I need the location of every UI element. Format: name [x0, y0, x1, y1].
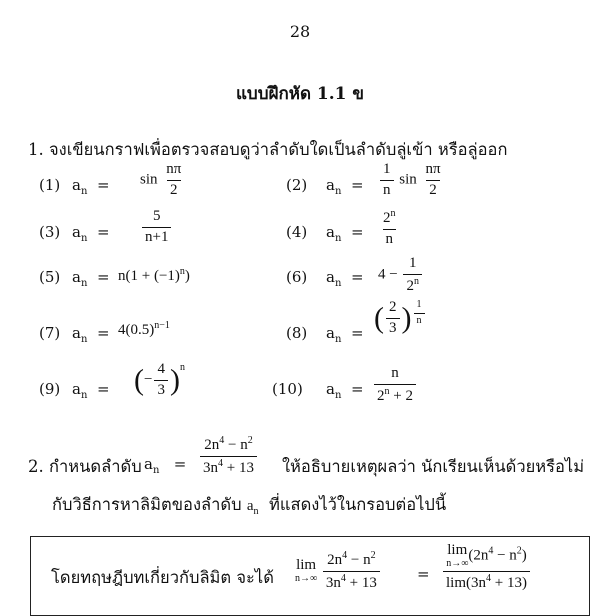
item-4-expression: $\frac{2^n}{n}$	[383, 208, 396, 247]
question-1-number: 1.	[28, 140, 44, 159]
item-5-expression: $n(1 + (-1)^n)$	[118, 266, 190, 284]
item-8-lhs: $a_n$ =	[326, 324, 364, 345]
item-3-expression: $\frac{5}{n+1}$	[140, 209, 173, 246]
item-10-expression: $\frac{n}{2^n + 2}$	[372, 366, 418, 405]
item-2-lhs: $a_n$ =	[326, 176, 364, 197]
question-2-text-b: ให้อธิบายเหตุผลว่า นักเรียนเห็นด้วยหรือไม่	[282, 457, 585, 476]
item-10-label: (10)	[272, 380, 303, 398]
item-10-lhs: $a_n$ =	[326, 380, 364, 401]
item-1-expression: sin $\frac{n\pi}{2}$	[140, 161, 182, 198]
item-6-lhs: $a_n$ =	[326, 268, 364, 289]
page-number: 28	[289, 22, 311, 41]
question-2-sequence-lhs: $a_n$ =	[144, 455, 187, 476]
solution-box-text: โดยทฤษฎีบทเกี่ยวกับลิมิต จะได้	[51, 568, 274, 587]
item-8-expression: ( $\frac{2}{3}$ ) $\frac{1}{n}$	[374, 300, 427, 337]
item-4-lhs: $a_n$ =	[326, 223, 364, 244]
item-5-label: (5)	[39, 268, 61, 286]
item-7-expression: $4(0.5)^{n-1}$	[118, 320, 170, 338]
exercise-title: แบบฝึกหัด 1.1 ข	[235, 84, 365, 104]
item-7-label: (7)	[39, 324, 61, 342]
item-9-lhs: $a_n$ =	[72, 380, 110, 401]
question-2-line-2: กับวิธีการหาลิมิตของลำดับ $a_n$ ที่แสดงไว้ในกรอบต่อไปนี้	[52, 495, 447, 517]
item-3-lhs: $a_n$ =	[72, 223, 110, 244]
question-1	[28, 137, 507, 163]
item-9-expression: (− $\frac{4}{3}$ )$^n$	[134, 361, 185, 398]
item-7-lhs: $a_n$ =	[72, 324, 110, 345]
question-2-sequence-formula: $\frac{2n^4 - n^2}{3n^4 + 13}$	[198, 436, 259, 477]
solution-box-equals: =	[417, 565, 430, 583]
item-2-expression: $\frac{1}{n}$ sin $\frac{n\pi}{2}$	[378, 162, 446, 199]
item-6-expression: 4 − $\frac{1}{2^n}$	[378, 256, 424, 295]
item-1-label: (1)	[39, 176, 61, 194]
item-4-label: (4)	[286, 223, 308, 241]
item-9-label: (9)	[39, 380, 61, 398]
question-1-text: จงเขียนกราฟเพื่อตรวจสอบดูว่าลำดับใดเป็นลำดับลู่เข้า หรือลู่ออก	[49, 140, 508, 159]
item-2-label: (2)	[286, 176, 308, 194]
question-2-number: 2.	[28, 457, 44, 476]
item-6-label: (6)	[286, 268, 308, 286]
item-1-lhs: $a_n$ =	[72, 176, 110, 197]
item-3-label: (3)	[39, 223, 61, 241]
item-8-label: (8)	[286, 324, 308, 342]
question-2-line-1: 2. กำหนดลำดับ	[28, 457, 142, 476]
solution-box-limit-lhs: lim n→∞ $\frac{2n^4 - n^2}{3n^4 + 13}$	[295, 551, 382, 592]
solution-box	[30, 536, 590, 616]
item-5-lhs: $a_n$ =	[72, 268, 110, 289]
solution-box-limit-rhs: lim n→∞ $(2n^4 - n^2)$ $\lim(3n^4 + 13)$	[441, 543, 532, 592]
